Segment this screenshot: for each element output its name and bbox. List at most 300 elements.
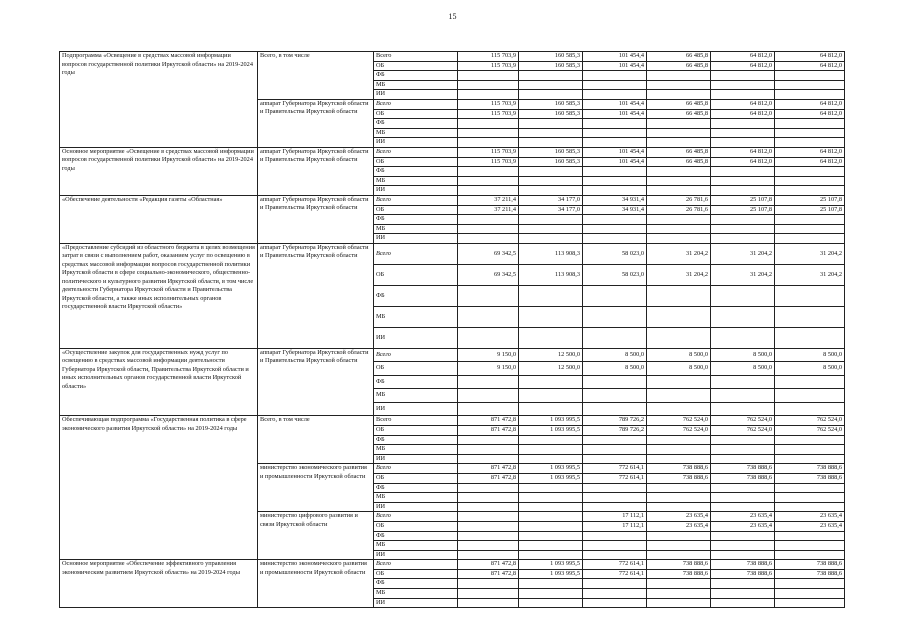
amount-cell — [458, 589, 519, 599]
amount-cell — [775, 502, 845, 512]
amount-cell: 115 703,9 — [458, 157, 519, 167]
amount-cell — [583, 541, 647, 551]
program-name-cell: «Обеспечение деятельности «Редакция газеты «Областная» — [60, 195, 258, 243]
amount-cell: 9 150,0 — [458, 362, 519, 376]
amount-cell — [775, 224, 845, 234]
amount-cell: 1 093 995,5 — [519, 464, 583, 474]
program-name-cell: Основное мероприятие «Освещение в средствах массовой информации вопросов государственной политики Иркутской области» на 2019-2024 годы — [60, 147, 258, 195]
amount-cell: 738 888,6 — [711, 569, 775, 579]
amount-cell — [775, 579, 845, 589]
funding-source-cell: Всего — [374, 464, 458, 474]
table-row — [60, 243, 845, 264]
amount-cell — [775, 589, 845, 599]
amount-cell — [647, 493, 711, 503]
amount-cell — [647, 402, 711, 416]
amount-cell — [458, 234, 519, 244]
table-row — [60, 52, 845, 62]
amount-cell — [458, 454, 519, 464]
amount-cell — [583, 454, 647, 464]
amount-cell: 64 812,0 — [775, 61, 845, 71]
amount-cell: 1 093 995,5 — [519, 569, 583, 579]
amount-cell: 66 485,8 — [647, 147, 711, 157]
amount-cell — [458, 375, 519, 389]
amount-cell — [775, 176, 845, 186]
amount-cell — [458, 80, 519, 90]
program-name-cell: «Осуществление закупок для государственных нужд услуг по освещению в средствах массовой информации деятельности Губернатора Иркутской области, Правительства Иркутской области и иных исполнительных органов государственной власти Иркутской области» — [60, 348, 258, 416]
amount-cell: 23 635,4 — [775, 521, 845, 531]
amount-cell — [458, 90, 519, 100]
amount-cell: 8 500,0 — [583, 348, 647, 362]
amount-cell — [458, 224, 519, 234]
funding-source-cell: Всего — [374, 560, 458, 570]
amount-cell — [775, 71, 845, 81]
amount-cell — [775, 128, 845, 138]
amount-cell: 762 524,0 — [775, 425, 845, 435]
amount-cell: 101 454,4 — [583, 109, 647, 119]
amount-cell — [647, 579, 711, 589]
amount-cell: 8 500,0 — [647, 348, 711, 362]
amount-cell — [711, 90, 775, 100]
amount-cell — [775, 138, 845, 148]
funding-source-cell: МБ — [374, 306, 458, 327]
funding-source-cell: МБ — [374, 128, 458, 138]
funding-source-cell: ИИ — [374, 186, 458, 196]
amount-cell — [458, 186, 519, 196]
amount-cell — [583, 306, 647, 327]
amount-cell — [458, 598, 519, 608]
amount-cell: 772 614,1 — [583, 560, 647, 570]
amount-cell: 17 112,1 — [583, 512, 647, 522]
funding-source-cell: ФБ — [374, 375, 458, 389]
amount-cell: 66 485,8 — [647, 61, 711, 71]
amount-cell — [647, 285, 711, 306]
funding-source-cell: МБ — [374, 176, 458, 186]
amount-cell — [583, 176, 647, 186]
amount-cell: 115 703,9 — [458, 99, 519, 109]
amount-cell — [519, 306, 583, 327]
amount-cell — [458, 138, 519, 148]
amount-cell — [519, 550, 583, 560]
amount-cell — [775, 80, 845, 90]
amount-cell: 762 524,0 — [647, 416, 711, 426]
amount-cell — [458, 176, 519, 186]
amount-cell: 64 812,0 — [711, 61, 775, 71]
amount-cell: 738 888,6 — [711, 473, 775, 483]
amount-cell: 64 812,0 — [711, 109, 775, 119]
amount-cell — [647, 119, 711, 129]
amount-cell: 34 931,4 — [583, 195, 647, 205]
amount-cell — [583, 71, 647, 81]
amount-cell: 34 177,0 — [519, 205, 583, 215]
amount-cell — [519, 285, 583, 306]
amount-cell — [519, 502, 583, 512]
amount-cell — [458, 541, 519, 551]
amount-cell: 64 812,0 — [711, 99, 775, 109]
program-name-cell: Подпрограмма «Освещение в средствах массовой информации вопросов государственной политики Иркутской области» на 2019-2024 годы — [60, 52, 258, 148]
amount-cell: 8 500,0 — [647, 362, 711, 376]
amount-cell — [519, 167, 583, 177]
amount-cell: 101 454,4 — [583, 52, 647, 62]
funding-source-cell: ФБ — [374, 579, 458, 589]
amount-cell: 69 342,5 — [458, 264, 519, 285]
amount-cell: 64 812,0 — [775, 147, 845, 157]
amount-cell: 34 931,4 — [583, 205, 647, 215]
amount-cell — [583, 550, 647, 560]
amount-cell — [458, 493, 519, 503]
amount-cell — [775, 90, 845, 100]
amount-cell — [711, 445, 775, 455]
amount-cell: 871 472,8 — [458, 569, 519, 579]
amount-cell — [519, 327, 583, 348]
amount-cell: 738 888,6 — [647, 464, 711, 474]
amount-cell — [647, 224, 711, 234]
amount-cell — [647, 306, 711, 327]
amount-cell — [583, 224, 647, 234]
funding-source-cell: ИИ — [374, 138, 458, 148]
amount-cell: 101 454,4 — [583, 147, 647, 157]
amount-cell — [458, 531, 519, 541]
amount-cell — [775, 285, 845, 306]
amount-cell: 762 524,0 — [775, 416, 845, 426]
funding-source-cell: Всего — [374, 195, 458, 205]
amount-cell: 12 500,0 — [519, 362, 583, 376]
executor-cell: аппарат Губернатора Иркутской области и Правительства Иркутской области — [258, 195, 374, 243]
amount-cell: 64 812,0 — [711, 157, 775, 167]
amount-cell — [519, 579, 583, 589]
amount-cell — [711, 375, 775, 389]
amount-cell: 762 524,0 — [711, 425, 775, 435]
amount-cell — [711, 541, 775, 551]
amount-cell — [519, 90, 583, 100]
amount-cell: 64 812,0 — [711, 147, 775, 157]
amount-cell — [458, 402, 519, 416]
amount-cell — [775, 389, 845, 403]
amount-cell: 25 107,8 — [711, 195, 775, 205]
amount-cell — [775, 435, 845, 445]
executor-cell: аппарат Губернатора Иркутской области и Правительства Иркутской области — [258, 243, 374, 348]
amount-cell: 8 500,0 — [775, 348, 845, 362]
amount-cell: 64 812,0 — [775, 52, 845, 62]
amount-cell — [519, 138, 583, 148]
amount-cell: 772 614,1 — [583, 569, 647, 579]
amount-cell — [775, 119, 845, 129]
amount-cell — [519, 445, 583, 455]
amount-cell — [583, 327, 647, 348]
amount-cell — [647, 550, 711, 560]
amount-cell — [711, 389, 775, 403]
amount-cell — [711, 128, 775, 138]
amount-cell: 31 204,2 — [775, 264, 845, 285]
program-name-cell: «Предоставление субсидий из областного бюджета в целях возмещения затрат в связи с выполнением работ, оказанием услуг по освещению в средствах массовой информации вопросов государственной политики Иркутской области в сфере социально-экономического, общественно-политического и культурного развития Иркутской области, в том числе деятельности Губернатора Иркутской области и Правительства Иркутской области, а также иных исполнительных органов государственной власти Иркутской области» — [60, 243, 258, 348]
amount-cell — [775, 550, 845, 560]
amount-cell — [711, 224, 775, 234]
amount-cell — [519, 71, 583, 81]
amount-cell: 23 635,4 — [711, 512, 775, 522]
executor-cell: аппарат Губернатора Иркутской области и Правительства Иркутской области — [258, 348, 374, 416]
amount-cell — [458, 389, 519, 403]
amount-cell — [775, 167, 845, 177]
executor-cell: Всего, в том числе — [258, 52, 374, 100]
funding-source-cell: ОБ — [374, 264, 458, 285]
funding-source-cell: ИИ — [374, 550, 458, 560]
executor-cell: Всего, в том числе — [258, 416, 374, 464]
amount-cell: 34 177,0 — [519, 195, 583, 205]
amount-cell: 789 726,2 — [583, 416, 647, 426]
amount-cell — [647, 234, 711, 244]
amount-cell — [458, 521, 519, 531]
amount-cell: 772 614,1 — [583, 464, 647, 474]
amount-cell — [711, 598, 775, 608]
amount-cell: 113 908,3 — [519, 264, 583, 285]
amount-cell — [583, 445, 647, 455]
amount-cell — [583, 285, 647, 306]
amount-cell — [519, 128, 583, 138]
amount-cell: 115 703,9 — [458, 52, 519, 62]
amount-cell: 31 204,2 — [775, 243, 845, 264]
amount-cell — [519, 483, 583, 493]
amount-cell: 66 485,8 — [647, 99, 711, 109]
amount-cell — [775, 493, 845, 503]
amount-cell: 1 093 995,5 — [519, 473, 583, 483]
funding-source-cell: Всего — [374, 99, 458, 109]
amount-cell — [647, 445, 711, 455]
table-row — [60, 348, 845, 362]
amount-cell — [458, 579, 519, 589]
amount-cell — [458, 512, 519, 522]
amount-cell — [711, 454, 775, 464]
executor-cell: аппарат Губернатора Иркутской области и Правительства Иркутской области — [258, 147, 374, 195]
amount-cell — [458, 119, 519, 129]
amount-cell — [519, 215, 583, 225]
amount-cell: 25 107,8 — [775, 205, 845, 215]
amount-cell — [711, 579, 775, 589]
funding-source-cell: ОБ — [374, 109, 458, 119]
amount-cell — [583, 598, 647, 608]
amount-cell — [583, 579, 647, 589]
amount-cell — [647, 454, 711, 464]
funding-source-cell: Всего — [374, 52, 458, 62]
amount-cell — [583, 589, 647, 599]
amount-cell — [647, 186, 711, 196]
amount-cell: 8 500,0 — [711, 362, 775, 376]
amount-cell — [711, 234, 775, 244]
amount-cell — [519, 454, 583, 464]
amount-cell — [519, 402, 583, 416]
amount-cell — [519, 493, 583, 503]
amount-cell — [711, 80, 775, 90]
amount-cell — [458, 306, 519, 327]
amount-cell: 1 093 995,5 — [519, 425, 583, 435]
amount-cell — [519, 531, 583, 541]
funding-source-cell: ФБ — [374, 215, 458, 225]
amount-cell: 738 888,6 — [775, 560, 845, 570]
amount-cell: 23 635,4 — [647, 512, 711, 522]
amount-cell — [775, 327, 845, 348]
amount-cell: 738 888,6 — [711, 560, 775, 570]
table-row — [60, 560, 845, 570]
funding-source-cell: Всего — [374, 243, 458, 264]
amount-cell: 115 703,9 — [458, 61, 519, 71]
page-number: 15 — [448, 12, 457, 21]
amount-cell: 738 888,6 — [775, 569, 845, 579]
amount-cell — [583, 138, 647, 148]
amount-cell: 64 812,0 — [775, 99, 845, 109]
amount-cell: 738 888,6 — [775, 464, 845, 474]
funding-source-cell: Всего — [374, 348, 458, 362]
executor-cell: министерство цифрового развития и связи Иркутской области — [258, 512, 374, 560]
amount-cell — [458, 435, 519, 445]
amount-cell: 1 093 995,5 — [519, 560, 583, 570]
amount-cell: 772 614,1 — [583, 473, 647, 483]
amount-cell — [519, 80, 583, 90]
amount-cell — [647, 327, 711, 348]
amount-cell: 23 635,4 — [647, 521, 711, 531]
funding-source-cell: МБ — [374, 389, 458, 403]
amount-cell: 871 472,8 — [458, 560, 519, 570]
funding-source-cell: ОБ — [374, 473, 458, 483]
amount-cell — [583, 234, 647, 244]
amount-cell: 115 703,9 — [458, 109, 519, 119]
amount-cell — [775, 541, 845, 551]
amount-cell: 871 472,8 — [458, 464, 519, 474]
funding-source-cell: ИИ — [374, 234, 458, 244]
amount-cell: 101 454,4 — [583, 99, 647, 109]
funding-source-cell: ОБ — [374, 362, 458, 376]
funding-source-cell: ФБ — [374, 531, 458, 541]
amount-cell — [647, 483, 711, 493]
amount-cell — [647, 176, 711, 186]
amount-cell — [711, 550, 775, 560]
amount-cell — [519, 234, 583, 244]
amount-cell — [711, 176, 775, 186]
amount-cell: 160 585,3 — [519, 61, 583, 71]
amount-cell — [583, 119, 647, 129]
amount-cell — [647, 138, 711, 148]
amount-cell: 762 524,0 — [711, 416, 775, 426]
amount-cell: 12 500,0 — [519, 348, 583, 362]
amount-cell: 58 023,0 — [583, 264, 647, 285]
amount-cell — [775, 483, 845, 493]
amount-cell — [647, 531, 711, 541]
amount-cell — [775, 531, 845, 541]
amount-cell: 762 524,0 — [647, 425, 711, 435]
amount-cell — [583, 402, 647, 416]
amount-cell — [711, 589, 775, 599]
amount-cell — [458, 445, 519, 455]
amount-cell — [583, 128, 647, 138]
amount-cell — [519, 521, 583, 531]
table-row — [60, 195, 845, 205]
amount-cell — [519, 435, 583, 445]
amount-cell — [775, 598, 845, 608]
funding-source-cell: ИИ — [374, 598, 458, 608]
amount-cell — [583, 502, 647, 512]
amount-cell — [583, 493, 647, 503]
amount-cell — [647, 71, 711, 81]
amount-cell: 17 112,1 — [583, 521, 647, 531]
amount-cell — [711, 119, 775, 129]
amount-cell: 31 204,2 — [647, 264, 711, 285]
amount-cell — [519, 176, 583, 186]
amount-cell: 9 150,0 — [458, 348, 519, 362]
amount-cell: 23 635,4 — [775, 512, 845, 522]
amount-cell — [775, 186, 845, 196]
amount-cell: 1 093 995,5 — [519, 416, 583, 426]
amount-cell: 8 500,0 — [583, 362, 647, 376]
amount-cell: 8 500,0 — [775, 362, 845, 376]
amount-cell — [583, 483, 647, 493]
amount-cell — [775, 454, 845, 464]
amount-cell — [583, 80, 647, 90]
amount-cell: 26 781,6 — [647, 205, 711, 215]
amount-cell — [519, 375, 583, 389]
amount-cell: 64 812,0 — [775, 157, 845, 167]
funding-source-cell: МБ — [374, 493, 458, 503]
amount-cell — [583, 215, 647, 225]
amount-cell — [711, 306, 775, 327]
amount-cell — [458, 215, 519, 225]
amount-cell — [458, 327, 519, 348]
amount-cell: 64 812,0 — [711, 52, 775, 62]
amount-cell — [711, 71, 775, 81]
funding-source-cell: ОБ — [374, 157, 458, 167]
funding-source-cell: МБ — [374, 224, 458, 234]
amount-cell — [711, 186, 775, 196]
amount-cell — [647, 215, 711, 225]
amount-cell — [711, 435, 775, 445]
funding-source-cell: МБ — [374, 80, 458, 90]
amount-cell: 37 211,4 — [458, 195, 519, 205]
amount-cell: 25 107,8 — [775, 195, 845, 205]
funding-source-cell: ОБ — [374, 61, 458, 71]
funding-source-cell: ИИ — [374, 502, 458, 512]
amount-cell — [647, 502, 711, 512]
amount-cell — [775, 375, 845, 389]
amount-cell — [775, 445, 845, 455]
amount-cell — [775, 215, 845, 225]
amount-cell: 31 204,2 — [711, 243, 775, 264]
amount-cell — [775, 234, 845, 244]
amount-cell — [519, 119, 583, 129]
amount-cell: 64 812,0 — [775, 109, 845, 119]
amount-cell: 101 454,4 — [583, 61, 647, 71]
amount-cell: 25 107,8 — [711, 205, 775, 215]
amount-cell — [647, 90, 711, 100]
amount-cell — [458, 285, 519, 306]
amount-cell — [458, 502, 519, 512]
program-name-cell: Основное мероприятие «Обеспечение эффективного управления экономическим развитием Иркутской области» на 2019-2024 годы — [60, 560, 258, 608]
amount-cell: 66 485,8 — [647, 157, 711, 167]
amount-cell — [647, 167, 711, 177]
amount-cell: 58 023,0 — [583, 243, 647, 264]
amount-cell — [583, 186, 647, 196]
amount-cell — [711, 483, 775, 493]
amount-cell — [711, 531, 775, 541]
funding-source-cell: ФБ — [374, 119, 458, 129]
amount-cell: 66 485,8 — [647, 52, 711, 62]
executor-cell: министерство экономического развития и промышленности Иркутской области — [258, 560, 374, 608]
funding-source-cell: ИИ — [374, 327, 458, 348]
amount-cell: 871 472,8 — [458, 473, 519, 483]
funding-source-cell: Всего — [374, 512, 458, 522]
amount-cell: 101 454,4 — [583, 157, 647, 167]
amount-cell: 738 888,6 — [711, 464, 775, 474]
amount-cell — [583, 167, 647, 177]
amount-cell — [583, 435, 647, 445]
amount-cell: 738 888,6 — [647, 560, 711, 570]
funding-source-cell: ИИ — [374, 402, 458, 416]
amount-cell — [458, 167, 519, 177]
